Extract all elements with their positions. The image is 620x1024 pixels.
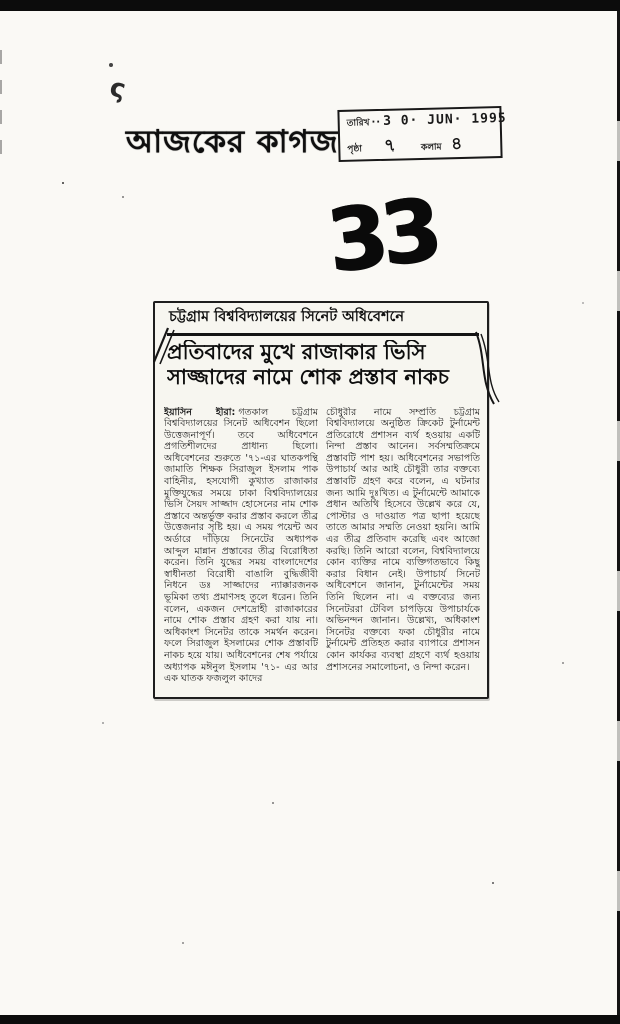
article-body [164, 397, 480, 699]
scan-edge-top [0, 0, 620, 11]
article-byline: ইয়াসিন হীরা: [164, 406, 236, 418]
handwritten-squiggle-mark: ς [107, 72, 129, 106]
date-stamp-box [337, 106, 507, 162]
stamp-dotted-leader: ·· [371, 116, 382, 129]
article-column-right: চৌধুরীর নামে সম্প্রতি চট্টগ্রাম বিশ্ববিদ্যালয়ে অনুষ্ঠিত ক্রিকেট টুর্নামেন্ট প্রতিরোধে প্রশাসন ব্যর্থ হওয়ায় একটি নিন্দা প্রস্তাব আনেন। সর্বসম্মতিক্রমে প্রস্তাবটি পাশ হয়। অধিবেশনের সভাপতি উপাচার্য আর আই চৌধুরী তার বক্তব্যে প্রস্তাবটি গ্রহণ করে বলেন, এ ঘটনার জন্য আমি দুঃখিত। এ টুর্নামেন্টে আমাকে প্রধান অতিথি হিসেবে উল্লেখ করে যে, পোস্টার ও দাওয়াত পত্র ছাপা হয়েছে তাতে আমার সম্মতি নেওয়া হয়নি। আমি এর তীব্র প্রতিবাদ করেছি এবং আজো করছি। তিনি আরো বলেন, বিশ্ববিদ্যালয়ে কোন ব্যক্তির নামে ব্যক্তিগতভাবে কিছু করার বিধান নেই। উপাচার্য সিনেট অধিবেশনে জানান, টুর্নামেন্টের সময় তিনি ছিলেন না। এ বক্তব্যের জন্য সিনেটররা টেবিল চাপড়িয়ে উপাচার্যকে অভিনন্দন জানান। উল্লেখ্য, অধিকাংশ সিনেটর বক্তব্যে ফকা চৌধুরীর নামে টুর্নামেন্ট প্রতিহত করার ব্যাপারে প্রশাসন কোন কার্যকর ব্যবস্থা গ্রহণে ব্যর্থ হওয়ায় প্রশাসনের সমালোচনা, ও নিন্দা করেন। [326, 406, 480, 673]
stamp-page-value-handwritten: ৭ [382, 135, 396, 157]
scan-edge-bottom [0, 1015, 620, 1024]
stamp-date-value: 3 0· JUN· 1995 [382, 110, 507, 129]
article-column-left [164, 407, 318, 690]
stamp-column-value-handwritten: ৪ [450, 133, 464, 155]
article-column-left-text: গতকাল চট্টগ্রাম বিশ্ববিদ্যালয়ের সিনেট অধিবেশন ছিলো উত্তেজনাপূর্ণ। তবে অধিবেশনে প্রগতিশীলদের প্রাধান্য ছিলো। অধিবেশনের শুরুতে '৭১-এর ঘাতকপন্থি জামাতি শিক্ষক সিরাজুল ইসলাম পাক বাহিনীর, হসযোগী কুখ্যাত রাজাকার মুক্তিযুদ্ধের সময়ে ঢাকা বিশ্ববিদ্যালয়ের ভিসি সৈয়দ সাজ্জাদ হোসেনের নাম শোক প্রস্তাবে অন্তর্ভুক্ত করার প্রস্তাব করলে তীব্র উত্তেজনার সৃষ্টি হয়। এ সময় পয়েন্ট অব অর্ডারে দাঁড়িয়ে সিনেটের অধ্যাপক আব্দুল মান্নান প্রস্তাবের তীব্র বিরোধিতা করেন। তিনি যুদ্ধের সময় বাংলাদেশের স্বাধীনতা বিরোধী বাঙালি বুদ্ধিজীবী নিধনে ডঃ সাজ্জাদের ন্যাক্কারজনক ভূমিকা তথ্য প্রমাণসহ তুলে ধরেন। তিনি বলেন, একজন দেশদ্রোহী রাজাকারের নামে শোক প্রস্তাব গ্রহণ করা যায় না। অধিকাংশ সিনেটর তাকে সমর্থন করেন। ফলে সিরাজুল ইসলামের শোক প্রস্তাবটি নাকচ হয়ে যায়। অধিবেশনের শেষ পর্যায়ে অধ্যাপক মঈনুল ইসলাম '৭১- এর আর এক ঘাতক ফজলুল কাদের [164, 406, 318, 685]
newspaper-masthead-title: আজকের কাগজ [126, 124, 339, 160]
stamp-column-label: কলাম [420, 142, 442, 153]
stamp-page-row [347, 130, 494, 162]
article-kicker: চট্টগ্রাম বিশ্ববিদ্যালয়ের সিনেট অধিবেশনে [167, 305, 479, 336]
paper-specks [62, 182, 64, 184]
handwritten-clipping-number: 33 [322, 179, 442, 293]
article-headline: প্রতিবাদের মুখে রাজাকার ভিসি সাজ্জাদের নামে শোক প্রস্তাব নাকচ [167, 340, 450, 389]
scan-edge-left [0, 50, 2, 170]
stamp-date-label: তারিখ [346, 118, 370, 129]
newspaper-clipping [153, 301, 489, 699]
stamp-page-label: পৃষ্ঠা [347, 144, 363, 155]
stamp-date-row [346, 110, 507, 131]
